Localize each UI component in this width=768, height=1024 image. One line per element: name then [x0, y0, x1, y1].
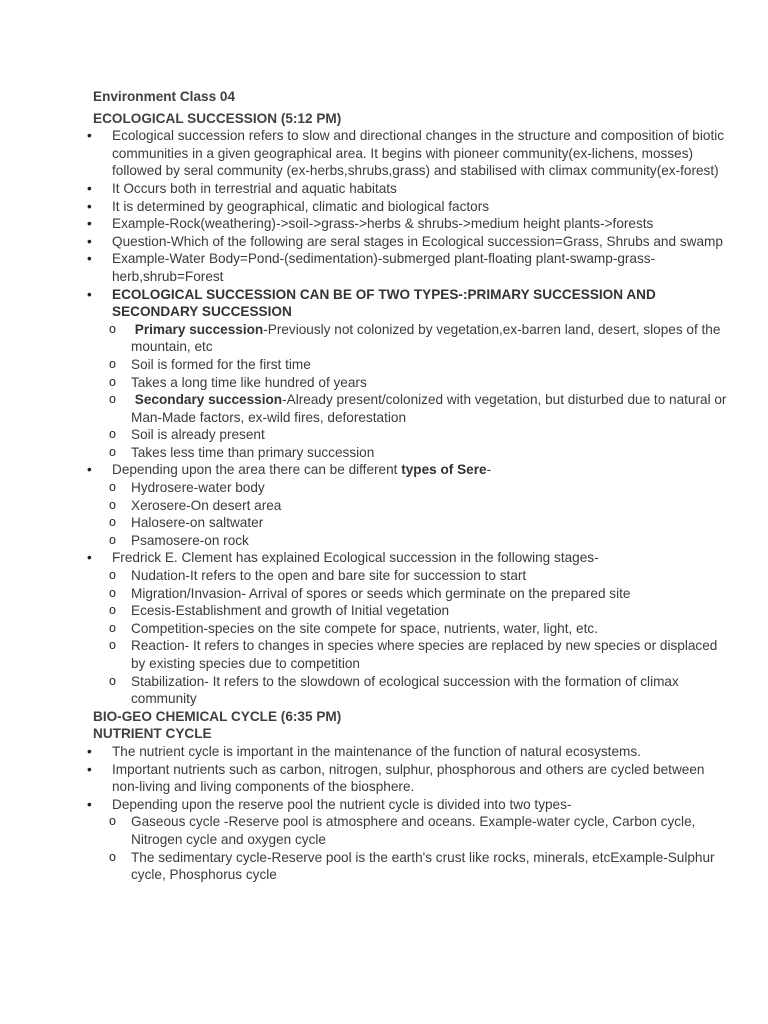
- list-item: • The nutrient cycle is important in the maintenance of the function of natural ecosystems.: [112, 743, 728, 761]
- list-item: o Nudation-It refers to the open and bare site for succession to start: [131, 567, 728, 585]
- list-item: o Takes less time than primary succession: [131, 444, 728, 462]
- list-item: o Takes a long time like hundred of years: [131, 374, 728, 392]
- list-item: • Question-Which of the following are seral stages in Ecological succession=Grass, Shrubs and swamp: [112, 233, 728, 251]
- secondary-term: Secondary succession: [134, 392, 283, 408]
- nutrient-cycle-heading: NUTRIENT CYCLE: [93, 726, 212, 742]
- list-item: o Soil is formed for the first time: [131, 356, 728, 374]
- list-item: o Psamosere-on rock: [131, 532, 728, 550]
- clement-intro: Fredrick E. Clement has explained Ecological succession in the following stages-: [112, 550, 599, 566]
- primary-description: -Previously not colonized by vegetation,ex-barren land, desert, slopes of the mountain, etc: [131, 321, 721, 355]
- clement-stages-list: [112, 567, 728, 708]
- reserve-pool-list: [112, 813, 728, 883]
- list-item-sere: [112, 461, 728, 549]
- list-item: • Example-Water Body=Pond-(sedimentation)-submerged plant-floating plant-swamp-grass-herb,shrub=Forest: [112, 250, 728, 285]
- list-item: o Halosere-on saltwater: [131, 514, 728, 532]
- list-item: o Hydrosere-water body: [131, 479, 728, 497]
- secondary-succession-item: [131, 391, 728, 426]
- list-item: o The sedimentary cycle-Reserve pool is the earth's crust like rocks, minerals, etcExample-Sulphur cycle, Phosphorus cycle: [131, 849, 728, 884]
- sere-bold: types of Sere: [401, 462, 487, 478]
- list-item-reserve: [112, 796, 728, 884]
- document-title: Environment Class 04: [93, 89, 236, 104]
- list-item: • Ecological succession refers to slow and directional changes in the structure and composition of biotic communities in a given geographical area. It begins with pioneer community(ex-lichens, mosses) followed by seral community (ex-herbs,shrubs,grass) and stabilised with climax community(ex-forest): [112, 127, 728, 180]
- list-item-types: [112, 286, 728, 462]
- secondary-description: -Already present/colonized with vegetation, but disturbed due to natural or Man-Made factors, ex-wild fires, deforestation: [131, 392, 727, 425]
- succession-types-list: [112, 321, 728, 462]
- list-item: o Competition-species on the site compete for space, nutrients, water, light, etc.: [131, 620, 728, 638]
- list-item: • Example-Rock(weathering)->soil->grass->herbs & shrubs->medium height plants->forests: [112, 215, 728, 233]
- primary-succession-item: [131, 321, 728, 356]
- sere-types-list: [112, 479, 728, 549]
- list-item: • Important nutrients such as carbon, nitrogen, sulphur, phosphorous and others are cycled between non-living and living components of the biosphere.: [112, 761, 728, 796]
- primary-term: Primary succession: [134, 321, 264, 337]
- ecological-succession-heading: ECOLOGICAL SUCCESSION (5:12 PM): [93, 110, 342, 126]
- list-item: o Ecesis-Establishment and growth of Initial vegetation: [131, 602, 728, 620]
- sere-intro: Depending upon the area there can be different: [112, 462, 402, 478]
- list-item: o Xerosere-On desert area: [131, 497, 728, 515]
- list-item: o Gaseous cycle -Reserve pool is atmosphere and oceans. Example-water cycle, Carbon cycle, Nitrogen cycle and oxygen cycle: [131, 813, 728, 848]
- bio-geo-chemical-heading: BIO-GEO CHEMICAL CYCLE (6:35 PM): [93, 708, 342, 724]
- list-item: o Migration/Invasion- Arrival of spores or seeds which germinate on the prepared site: [131, 585, 728, 603]
- list-item: o Soil is already present: [131, 426, 728, 444]
- reserve-intro: Depending upon the reserve pool the nutrient cycle is divided into two types-: [112, 796, 572, 812]
- nutrient-cycle-list: [93, 743, 728, 884]
- list-item: • It Occurs both in terrestrial and aquatic habitats: [112, 180, 728, 198]
- list-item: • It is determined by geographical, climatic and biological factors: [112, 198, 728, 216]
- ecological-succession-list: [93, 127, 728, 708]
- types-heading: ECOLOGICAL SUCCESSION CAN BE OF TWO TYPES-:PRIMARY SUCCESSION AND SECONDARY SUCCESSION: [112, 286, 656, 320]
- list-item-clement: [112, 549, 728, 707]
- sere-tail: -: [486, 462, 492, 478]
- list-item: o Reaction- It refers to changes in species where species are replaced by new species or displaced by existing species due to competition: [131, 637, 728, 672]
- list-item: o Stabilization- It refers to the slowdown of ecological succession with the formation of climax community: [131, 673, 728, 708]
